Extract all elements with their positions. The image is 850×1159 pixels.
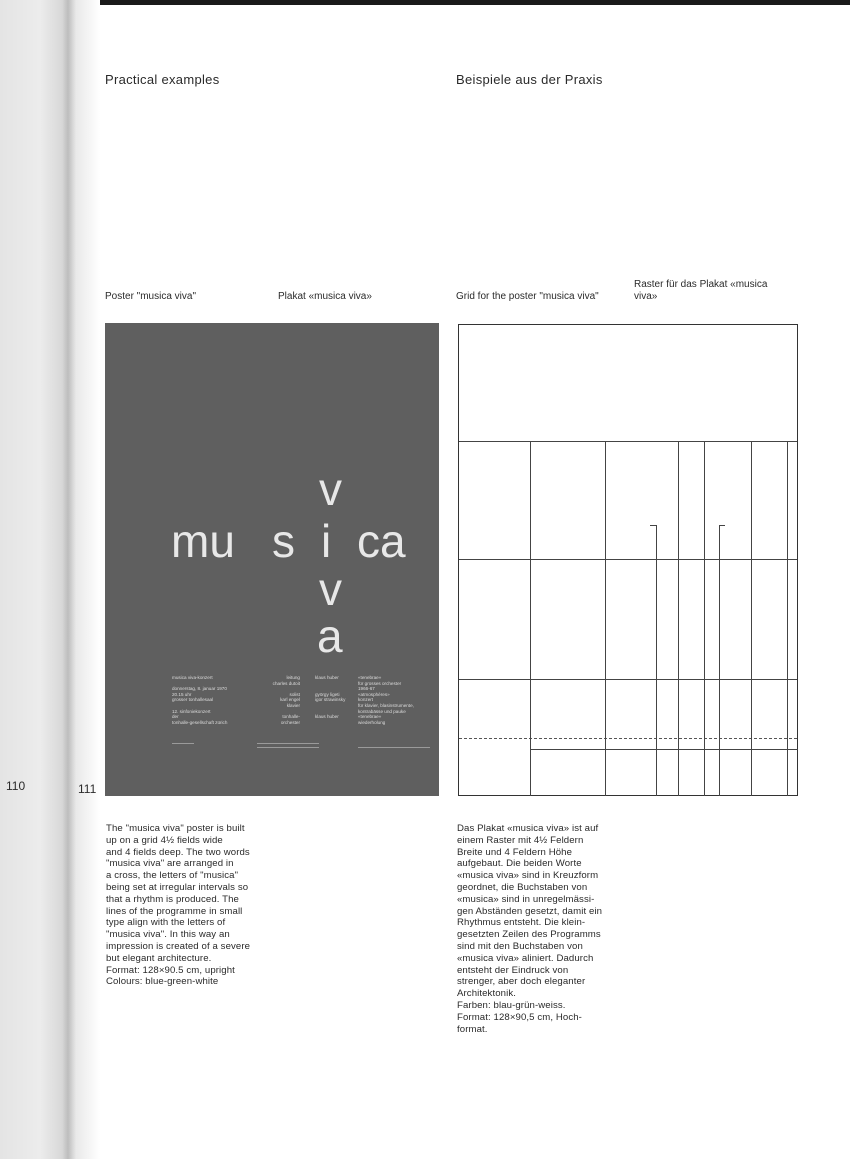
poster-footer-line-4 (358, 747, 430, 748)
heading-beispiele: Beispiele aus der Praxis (456, 72, 603, 87)
poster-letter-i: i (321, 515, 332, 567)
grid-col-line-6 (787, 441, 788, 796)
heading-practical-examples: Practical examples (105, 72, 220, 87)
poster-program-col3: klaus huber györgy ligeti igor strawinsky klaus huber (315, 675, 346, 720)
poster-program-col4: «tenebrae» für grosses orchester 1966-67 «atmosphères» konzert für klavier, blasinstrumente, kontrabässe und pauke «tenebrae» wiederholung (358, 675, 414, 725)
top-edge (0, 0, 850, 5)
page-number-right: 111 (78, 782, 97, 796)
poster-letter-v-top: v (319, 463, 342, 515)
caption-grid-en: Grid for the poster "musica viva" (456, 291, 599, 302)
grid-baseline-mark-1 (656, 525, 657, 796)
poster-footer-line-3 (257, 747, 319, 748)
grid-row-line-3 (459, 679, 797, 680)
body-text-english: The "musica viva" poster is built up on a grid 4½ fields wide and 4 fields deep. The two words "musica viva" are arranged in a cross, the letters of "musica" being set at irregular intervals so that a rhythm is produced. The lines of the programme in small type align with the letters of "musica viva". In this way an impression is created of a severe but elegant architecture. Format: 128×90.5 cm, upright Colours: blue-green-white (106, 823, 251, 988)
grid-col-line-3 (678, 441, 679, 796)
poster-footer-line-2 (257, 743, 319, 744)
body-text-german: Das Plakat «musica viva» ist auf einem Raster mit 4½ Feldern Breite und 4 Feldern Höhe aufgebaut. Die beiden Worte «musica viva» sind in Kreuzform geordnet, die Buchstaben von «musica» sind in unregelmässi- gen Abständen gesetzt, damit ein Rhythmus entsteht. Die klein- gesetzten Zeilen des Programms sind mit den Buchstaben von «musica viva» aliniert. Dadurch entsteht der Eindruck von strenger, aber doch eleganter Architektonik. Farben: blau-grün-weiss. Format: 128×90,5 cm, Hoch- format. (457, 823, 603, 1035)
grid-col-line-5 (751, 441, 752, 796)
poster-letter-s: s (272, 515, 295, 567)
poster-musica-viva (105, 323, 439, 796)
poster-letters-ca: ca (357, 515, 406, 567)
caption-poster-en: Poster "musica viva" (105, 291, 197, 302)
grid-row-line-4 (530, 749, 798, 750)
grid-col-line-1 (530, 441, 531, 796)
poster-footer-line-1 (172, 743, 194, 744)
grid-dashed-line (459, 738, 797, 739)
poster-program-col2: leitung charles dutoit solist karl engel klavier tonhalle- orchester (272, 675, 300, 725)
page-number-left: 110 (6, 779, 26, 793)
grid-baseline-mark-2 (719, 525, 720, 796)
caption-grid-de: Raster für das Plakat «musica viva» (634, 279, 768, 302)
poster-letters-mu: mu (171, 515, 235, 567)
caption-poster-de: Plakat «musica viva» (278, 291, 372, 302)
poster-letter-v-bottom: v (319, 563, 342, 615)
grid-row-line-1 (459, 441, 797, 442)
grid-baseline-tick-1 (650, 525, 657, 526)
grid-col-line-4 (704, 441, 705, 796)
poster-grid-diagram (458, 324, 798, 796)
poster-program-col1: musica viva-konzert donnerstag, 8. januar 1970 20.15 uhr grosser tonhallesaal 12. sinfoniekonzert der tonhalle-gesellschaft zürich (172, 675, 228, 725)
grid-col-line-2 (605, 441, 606, 796)
grid-baseline-tick-2 (719, 525, 725, 526)
poster-letter-a: a (317, 610, 343, 662)
grid-row-line-2 (459, 559, 797, 560)
book-gutter (0, 0, 100, 1159)
